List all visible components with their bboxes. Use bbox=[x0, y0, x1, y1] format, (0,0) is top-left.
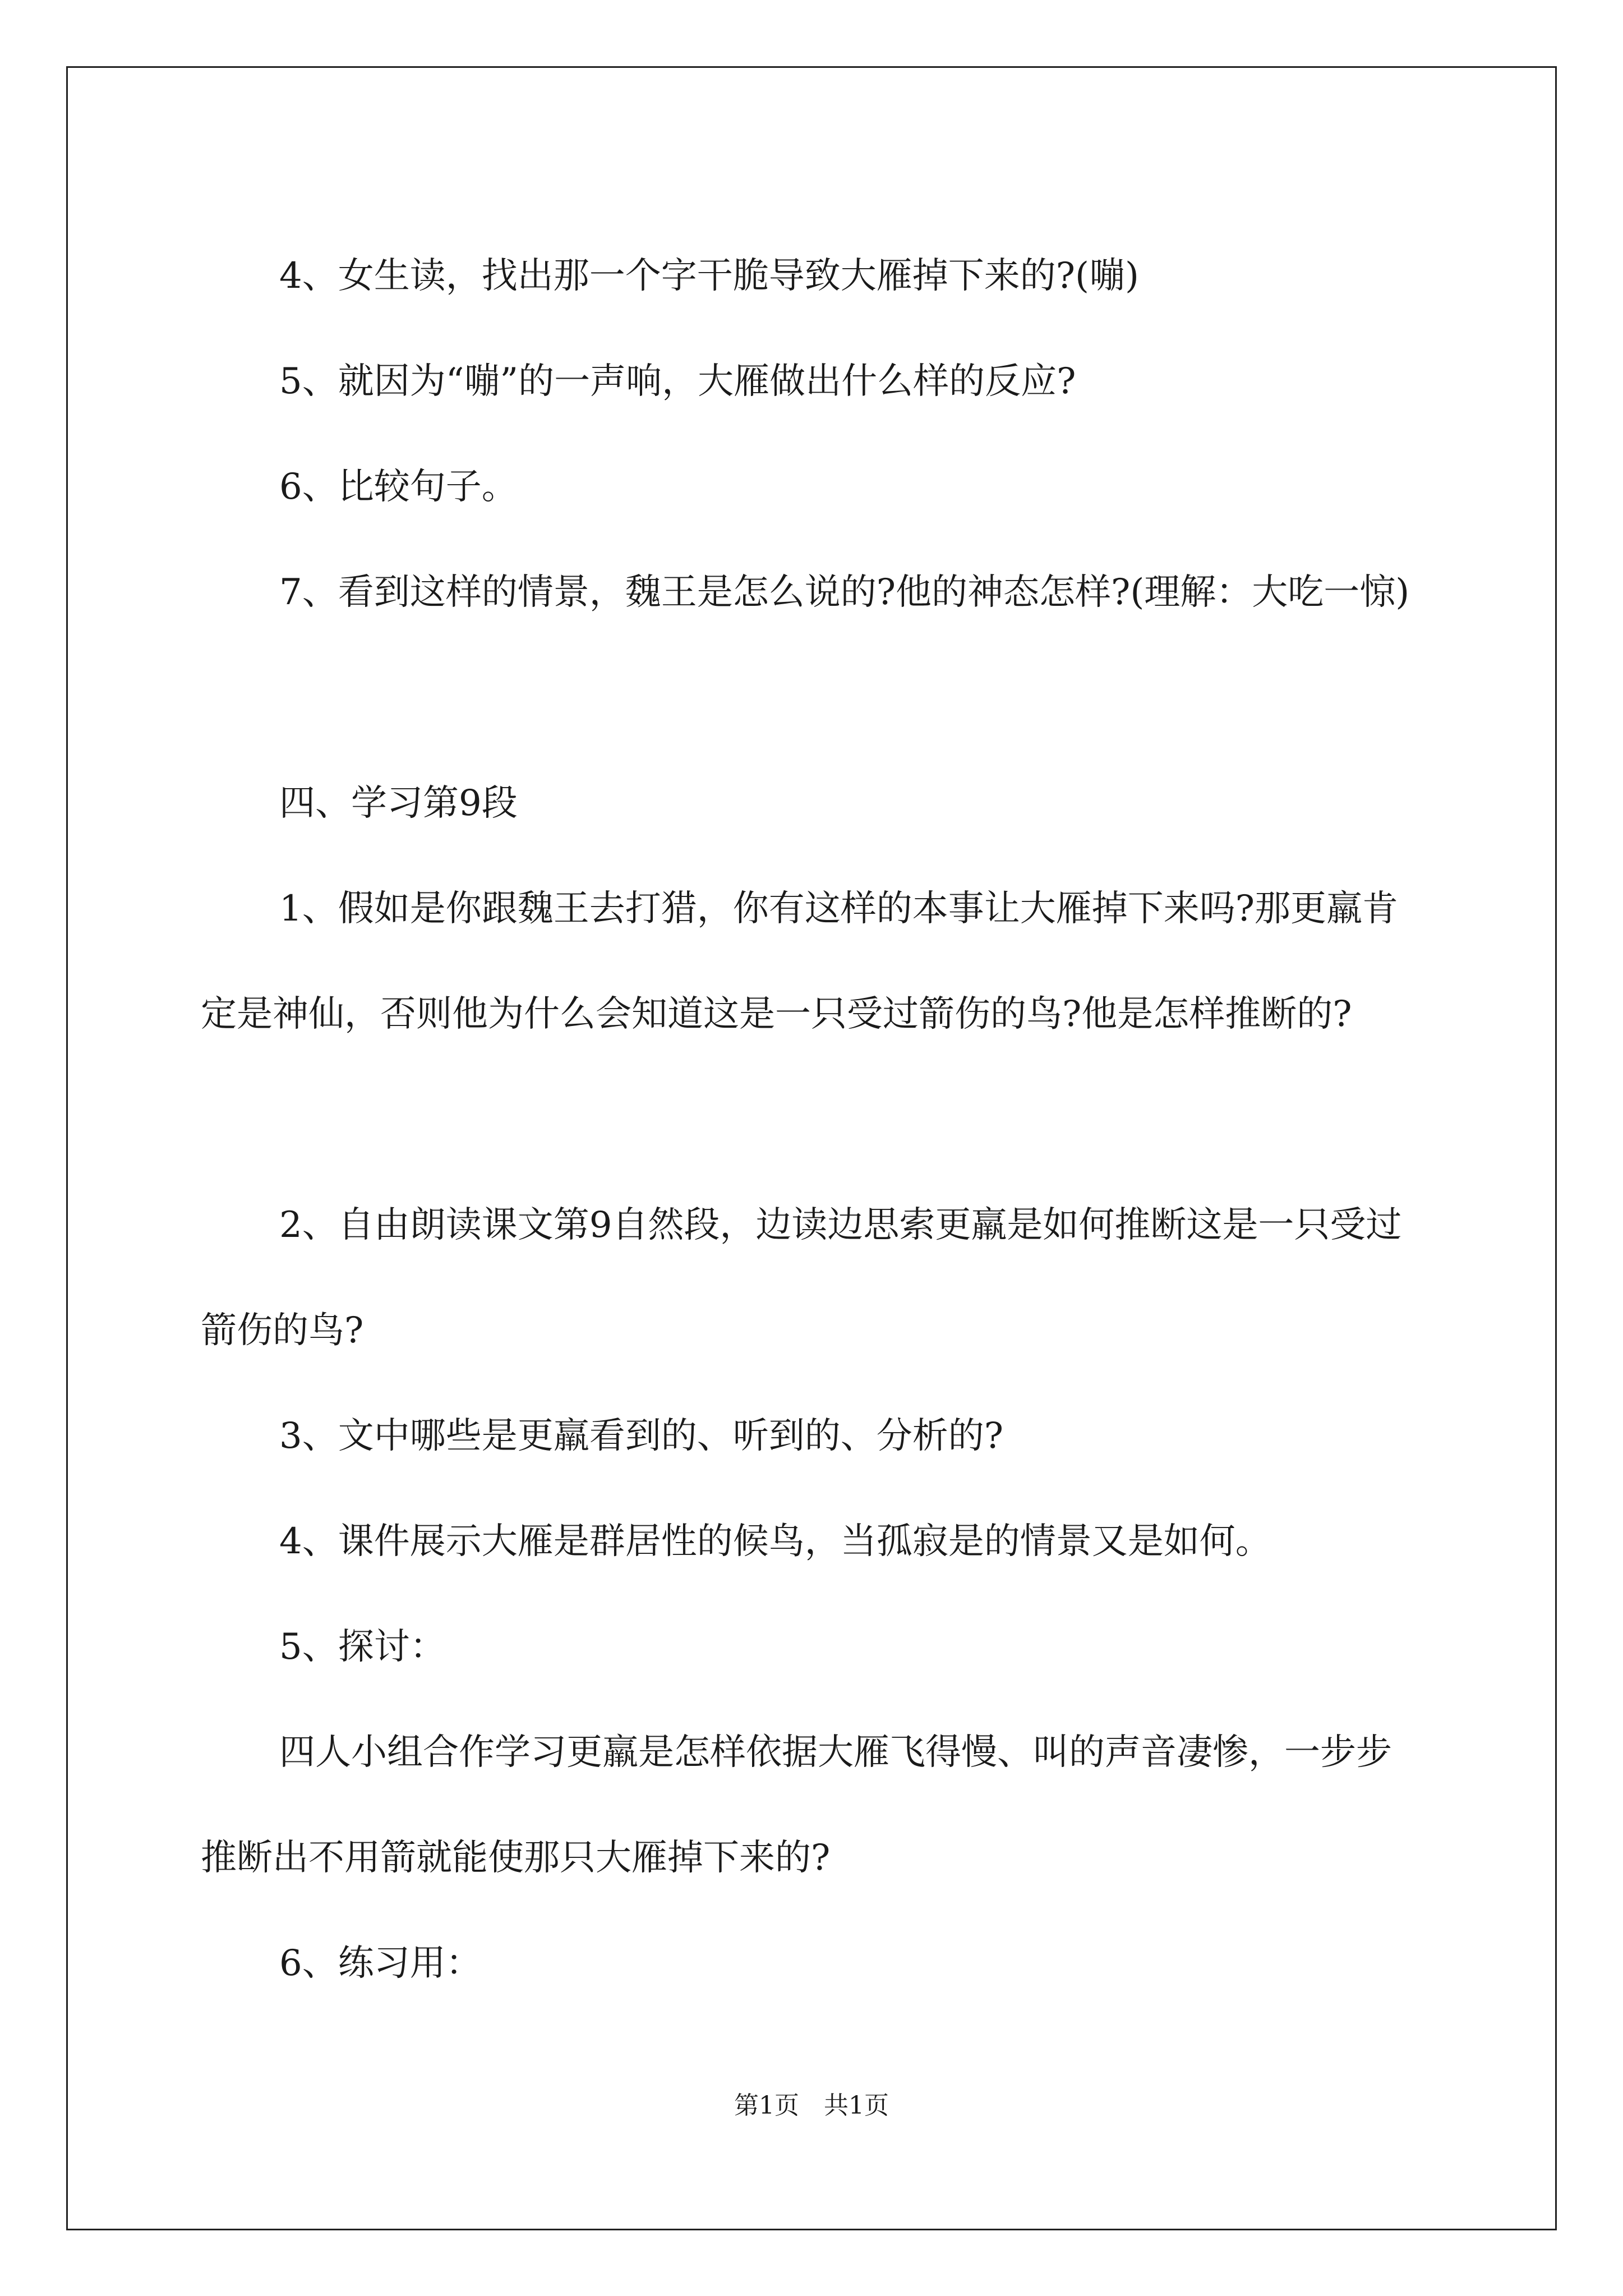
section-heading: 四、学习第9段 bbox=[279, 783, 518, 824]
paragraph: 4、女生读，找出那一个字干脆导致大雁掉下来的?(嘣) bbox=[279, 255, 1139, 297]
paragraph: 5、就因为“嘣”的一声响，大雁做出什么样的反应? bbox=[279, 361, 1076, 402]
paragraph: 7、看到这样的情景，魏王是怎么说的?他的神态怎样?(理解：大吃一惊) bbox=[279, 572, 1410, 613]
paragraph: 1、假如是你跟魏王去打猎，你有这样的本事让大雁掉下来吗?那更羸肯定是神仙，否则他为什么会知道这是一只受过箭伤的鸟?他是怎样推断的? bbox=[201, 888, 1399, 1035]
paragraph: 3、文中哪些是更羸看到的、听到的、分析的? bbox=[279, 1415, 1004, 1457]
page-footer: 第1页 共1页 bbox=[734, 2091, 889, 2120]
paragraph: 四人小组合作学习更羸是怎样依据大雁飞得慢、叫的声音凄惨，一步步推断出不用箭就能使那只大雁掉下来的? bbox=[201, 1732, 1392, 1879]
paragraph: 5、探讨： bbox=[279, 1626, 446, 1668]
paragraph: 2、自由朗读课文第9自然段，边读边思索更羸是如何推断这是一只受过箭伤的鸟? bbox=[201, 1204, 1402, 1351]
paragraph: 6、比较句子。 bbox=[279, 466, 518, 508]
paragraph: 6、练习用： bbox=[279, 1943, 482, 1984]
paragraph: 4、课件展示大雁是群居性的候鸟，当孤寂是的情景又是如何。 bbox=[279, 1521, 1271, 1562]
